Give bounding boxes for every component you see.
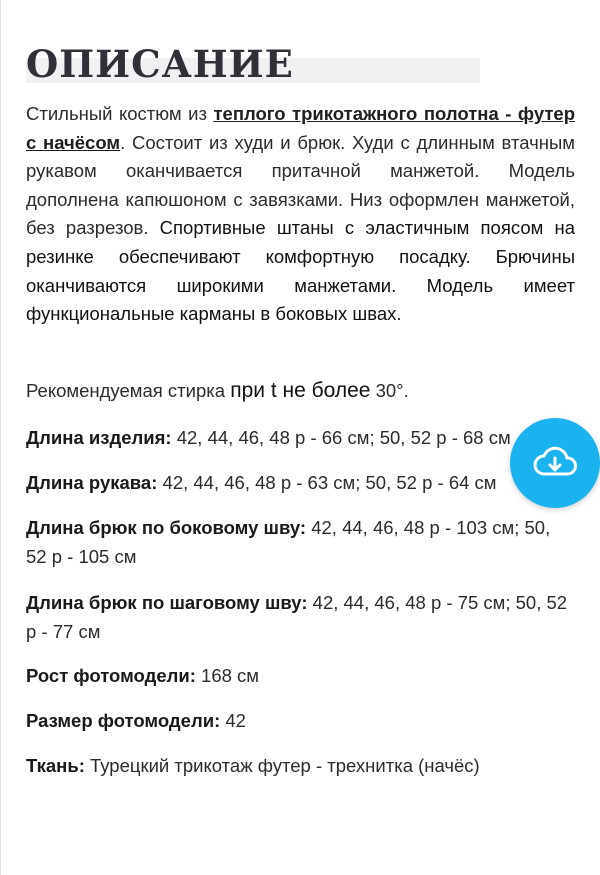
- spec-value: 42, 44, 46, 48 р - 63 см; 50, 52 р - 64 см: [157, 472, 497, 493]
- description-intro: Стильный костюм из: [26, 103, 214, 124]
- spec-label: Рост фотомодели:: [26, 665, 196, 686]
- spec-item-trousers-side: [26, 514, 575, 571]
- spec-item-model-size: [26, 707, 575, 736]
- wash-condition: при t не более: [230, 379, 371, 402]
- spec-label: Длина рукава:: [26, 472, 158, 493]
- download-button[interactable]: [510, 418, 600, 508]
- spec-value: Турецкий трикотаж футер - трехнитка (начёс): [84, 755, 480, 776]
- section-header: [26, 38, 294, 90]
- spec-value: 42, 44, 46, 48 р - 75 см; 50, 52 р - 77 см: [26, 592, 568, 642]
- wash-recommendation: [26, 377, 409, 405]
- wash-label: Рекомендуемая стирка: [26, 380, 231, 401]
- page-title: ОПИСАНИЕ: [26, 42, 294, 86]
- cloud-download-icon: [531, 443, 579, 483]
- spec-label: Длина брюк по шаговому шву:: [26, 592, 308, 613]
- product-description: [26, 100, 575, 329]
- spec-item-length: [26, 424, 575, 453]
- spec-label: Длина брюк по боковому шву:: [26, 517, 307, 538]
- spec-item-model-height: [26, 662, 575, 691]
- wash-value: 30°.: [370, 380, 409, 401]
- spec-item-fabric: [26, 752, 575, 781]
- spec-item-trousers-inseam: [26, 589, 575, 646]
- spec-value: 42, 44, 46, 48 р - 66 см; 50, 52 р - 68 см: [171, 427, 511, 448]
- spec-label: Размер фотомодели:: [26, 710, 221, 731]
- spec-label: Длина изделия:: [26, 427, 172, 448]
- spec-value: 42, 44, 46, 48 р - 103 см; 50, 52 р - 105 см: [26, 517, 551, 567]
- spec-value: 42: [220, 710, 246, 731]
- fabric-link[interactable]: теплого трикотажного полотна - футер с начёсом: [26, 103, 575, 153]
- left-border: [0, 0, 1, 875]
- description-part1: . Состоит из худи и брюк. Худи с длинным втачным рукавом оканчивается притачной манжетой. Модель дополнена капюшоном с завязками. Низ оформлен манжетой, без разрезов.: [26, 131, 575, 239]
- spec-label: Ткань:: [26, 755, 85, 776]
- spec-item-sleeve: [26, 469, 575, 498]
- spec-value: 168 см: [195, 665, 260, 686]
- description-part2: Спортивные штаны с эластичным поясом на резинке обеспечивают комфортную посадку. Брючины оканчиваются широкими манжетами. Модель имеет функциональные карманы в боковых швах.: [26, 217, 575, 325]
